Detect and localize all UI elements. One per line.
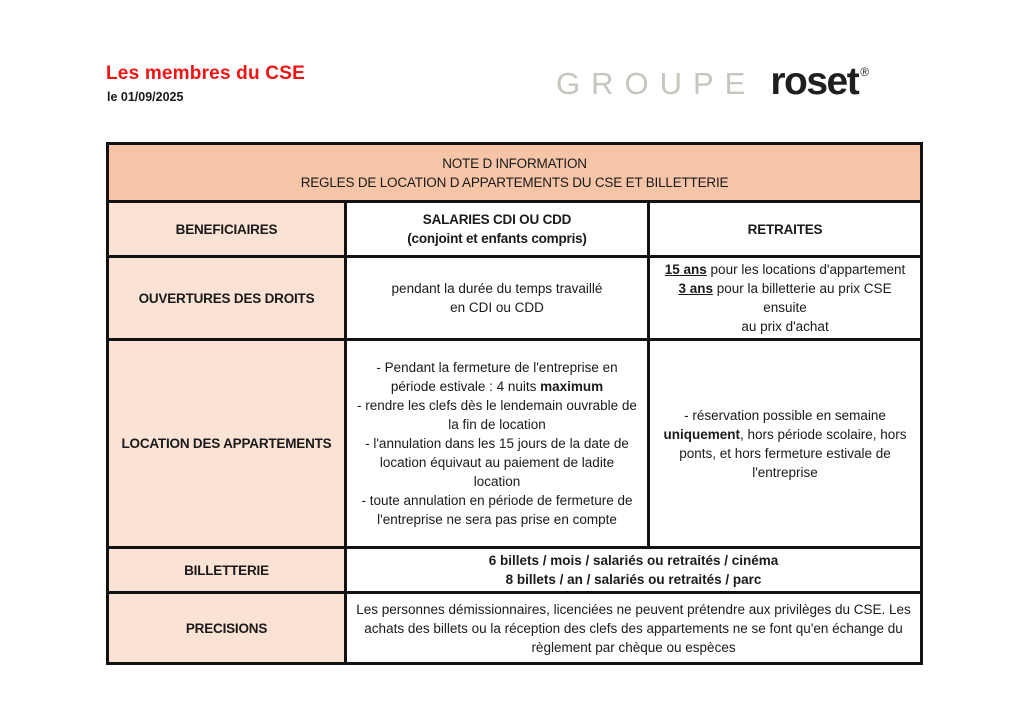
beneficiaires-retraites-cell: RETRAITES (649, 202, 922, 257)
salaries-line1: SALARIES CDI OU CDD (422, 212, 572, 227)
info-table (106, 142, 923, 665)
table-row-precisions (108, 593, 922, 664)
duration-15-ans-rest: pour les locations d'appartement (706, 262, 906, 277)
table-title-line2: REGLES DE LOCATION D APPARTEMENTS DU CSE ET BILLETTERIE (300, 174, 729, 190)
duration-3-ans-rest: pour la billetterie au prix CSE ensuite (712, 281, 892, 315)
billetterie-details-cell (346, 548, 922, 593)
table-row-location (108, 340, 922, 548)
ouvertures-right-line2 (658, 279, 912, 317)
location-rule-1-bold: maximum (540, 379, 604, 394)
table-row-beneficiaires (108, 202, 922, 257)
reservation-bold: uniquement (663, 426, 740, 442)
document-date: le 01/09/2025 (107, 90, 184, 104)
table-row-ouvertures (108, 257, 922, 340)
ouvertures-middle-line2: en CDI ou CDD (450, 300, 544, 315)
location-label: LOCATION DES APPARTEMENTS (108, 340, 346, 548)
beneficiaires-salaries-cell (346, 202, 649, 257)
ouvertures-right-line1 (658, 260, 912, 279)
table-row-billetterie (108, 548, 922, 593)
reservation-text-1: - réservation possible en semaine (684, 407, 886, 423)
duration-3-ans: 3 ans (678, 281, 713, 296)
salaries-line2: (conjoint et enfants compris) (407, 231, 587, 246)
location-rule-1 (355, 358, 639, 396)
location-rule-2: - rendre les clefs dès le lendemain ouvrable de la fin de location (357, 398, 637, 432)
logo-groupe-text: GROUPE (556, 66, 757, 101)
registered-trademark-icon: ® (860, 65, 870, 79)
ouvertures-label: OUVERTURES DES DROITS (108, 257, 346, 340)
table-title-line1: NOTE D INFORMATION (442, 155, 587, 171)
location-rules-cell (346, 340, 649, 548)
billetterie-label: BILLETTERIE (108, 548, 346, 593)
location-retraites-cell (649, 340, 922, 548)
billetterie-line2: 8 billets / an / salariés ou retraités / parc (505, 572, 762, 587)
location-reservation-note (658, 406, 912, 482)
beneficiaires-label: BENEFICIAIRES (108, 202, 346, 257)
precisions-label: PRECISIONS (108, 593, 346, 664)
ouvertures-salaries-cell (346, 257, 649, 340)
ouvertures-retraites-cell (649, 257, 922, 340)
groupe-roset-logo (556, 60, 869, 104)
table-title-cell (108, 144, 922, 202)
ouvertures-right-line3: au prix d'achat (741, 319, 829, 334)
table-title-row (108, 144, 922, 202)
location-rule-3: - l'annulation dans les 15 jours de la date de location équivaut au paiement de ladite location (365, 436, 629, 489)
ouvertures-middle-line1: pendant la durée du temps travaillé (391, 281, 603, 296)
reservation-text-2: , hors période scolaire, hors ponts, et hors fermeture estivale de l'entreprise (679, 426, 907, 480)
recipients-heading: Les membres du CSE (106, 63, 305, 84)
location-rule-1-text: - Pendant la fermeture de l'entreprise en période estivale : 4 nuits (376, 360, 618, 394)
location-rule-4: - toute annulation en période de fermeture de l'entreprise ne sera pas prise en compte (361, 493, 633, 527)
billetterie-line1: 6 billets / mois / salariés ou retraités / cinéma (488, 553, 779, 568)
precisions-text-cell: Les personnes démissionnaires, licenciées ne peuvent prétendre aux privilèges du CSE. Les achats des billets ou la réception des clefs des appartements ne se font qu'en échange du règlement par chèque ou espèces (346, 593, 922, 664)
duration-15-ans: 15 ans (664, 262, 707, 277)
logo-roset-text: roset (770, 60, 859, 103)
